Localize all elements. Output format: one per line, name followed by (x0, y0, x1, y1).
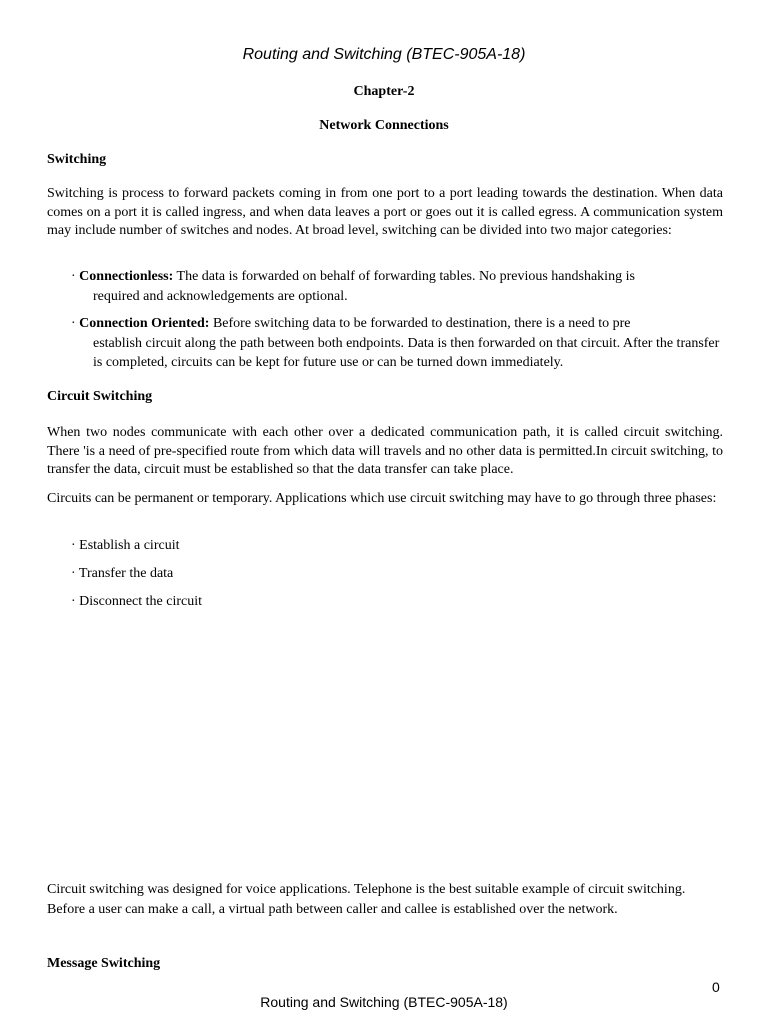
bullet-marker: · (71, 316, 80, 331)
bullet-term: Connectionless: (79, 269, 174, 284)
chapter-title: Network Connections (319, 118, 449, 133)
bullet-connection-oriented (71, 314, 723, 373)
switching-paragraph: Switching is process to forward packets coming in from one port to a port leading towards the destination. When data comes on a port it is called ingress, and when data leaves a port or goes out it is called egress. A communication system may include number of switches and nodes. At broad level, switching can be divided into two major categories: (47, 186, 723, 238)
document-title: Routing and Switching (BTEC-905A-18) (242, 46, 526, 63)
bullet-marker: · (71, 566, 79, 581)
bullet-marker: · (71, 538, 80, 553)
bullet-text: The data is forwarded on behalf of forwarding tables. No previous handshaking is (173, 269, 635, 284)
phase-text: Establish a circuit (79, 538, 180, 553)
bullet-continuation: establish circuit along the path between both endpoints. Data is then forwarded on that circuit. After the transfer is completed, circuits can be kept for future use or can be turned down immediately. (93, 335, 720, 370)
phase-item (71, 536, 723, 556)
section-heading-message-switching: Message Switching (47, 956, 161, 971)
page-footer: Routing and Switching (BTEC-905A-18) (260, 994, 508, 1010)
phase-item (71, 564, 723, 584)
chapter-label: Chapter-2 (353, 84, 415, 99)
bullet-connectionless (71, 267, 723, 306)
section-heading-circuit-switching: Circuit Switching (47, 389, 153, 404)
page-number: 0 (712, 979, 720, 995)
bullet-marker: · (71, 594, 80, 609)
phase-item (71, 592, 723, 612)
phase-text: Disconnect the circuit (79, 594, 203, 609)
bullet-marker: · (71, 269, 80, 284)
bullet-term: Connection Oriented: (79, 316, 210, 331)
section-heading-switching: Switching (47, 152, 107, 167)
circuit-paragraph-3: Circuit switching was designed for voice applications. Telephone is the best suitable example of circuit switching. Before a user can make a call, a virtual path between caller and callee is established over the network. (47, 882, 686, 917)
phase-text: Transfer the data (78, 566, 174, 581)
bullet-continuation: required and acknowledgements are optional. (93, 288, 348, 304)
circuit-paragraph-2: Circuits can be permanent or temporary. Applications which use circuit switching may have to go through three phases: (47, 491, 717, 506)
bullet-text: Before switching data to be forwarded to destination, there is a need to pre (209, 316, 631, 331)
circuit-paragraph-1: When two nodes communicate with each other over a dedicated communication path, it is called circuit switching. There 'is a need of pre-specified route from which data will travels and no other data is permitted.In circuit switching, to transfer the data, circuit must be established so that the data transfer can take place. (47, 425, 723, 477)
